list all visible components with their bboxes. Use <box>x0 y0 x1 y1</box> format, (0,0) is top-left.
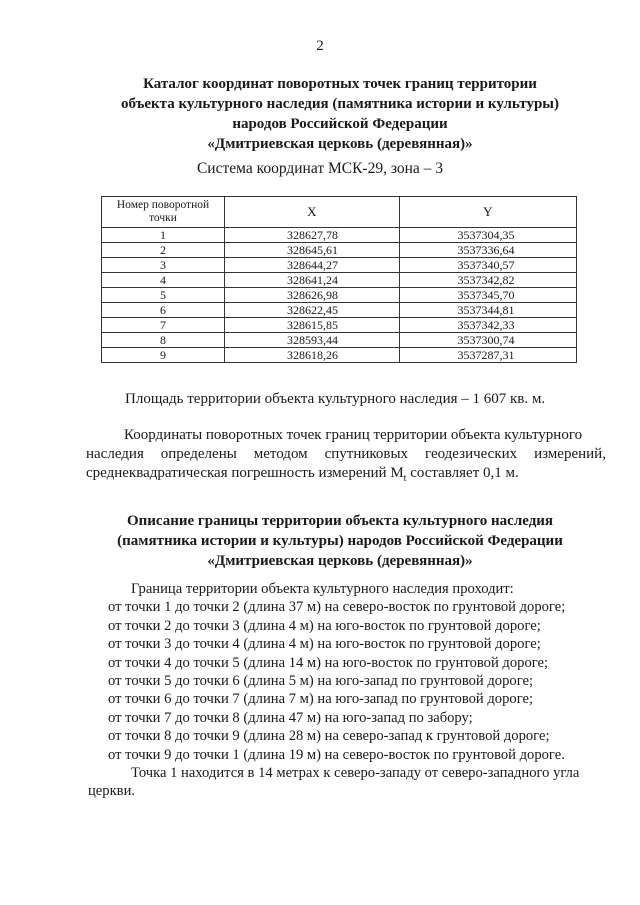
table-row <box>102 303 577 318</box>
catalog-title-line: Каталог координат поворотных точек границ территории <box>143 76 537 92</box>
cell-x: 328615,85 <box>225 318 400 333</box>
cell-x: 328641,24 <box>225 273 400 288</box>
boundary-segment: от точки 2 до точки 3 (длина 4 м) на юго-восток по грунтовой дороге; <box>108 617 541 634</box>
cell-point-number: 9 <box>102 348 225 363</box>
word: наследия <box>86 446 144 462</box>
catalog-title-line: народов Российской Федерации <box>232 116 448 132</box>
word: спутниковых <box>324 446 409 462</box>
table-row <box>102 228 577 243</box>
description-title-line: «Дмитриевская церковь (деревянная)» <box>207 553 473 569</box>
boundary-segment: от точки 1 до точки 2 (длина 37 м) на северо-восток по грунтовой дороге; <box>108 599 566 616</box>
cell-y: 3537287,31 <box>399 348 576 363</box>
cell-y: 3537340,57 <box>399 258 576 273</box>
table-row <box>102 333 577 348</box>
header-point-number: Номер поворотной точки <box>102 197 225 228</box>
cell-point-number: 8 <box>102 333 225 348</box>
cell-point-number: 5 <box>102 288 225 303</box>
catalog-title-line: «Дмитриевская церковь (деревянная)» <box>207 136 473 152</box>
boundary-segment: от точки 7 до точки 8 (длина 47 м) на юго-запад по забору; <box>108 709 473 726</box>
cell-point-number: 7 <box>102 318 225 333</box>
description-title-line: (памятника истории и культуры) народов Российской Федерации <box>117 533 563 549</box>
word: определены <box>160 446 237 462</box>
cell-y: 3537342,82 <box>399 273 576 288</box>
cell-y: 3537345,70 <box>399 288 576 303</box>
closing-line: Точка 1 находится в 14 метрах к северо-западу от северо-западного угла <box>131 765 580 782</box>
cell-point-number: 1 <box>102 228 225 243</box>
catalog-title-line: объекта культурного наследия (памятника истории и культуры) <box>120 96 559 112</box>
cell-x: 328645,61 <box>225 243 400 258</box>
boundary-segment: от точки 3 до точки 4 (длина 4 м) на юго-восток по грунтовой дороге; <box>108 636 541 653</box>
error-text-suffix: составляет 0,1 м. <box>406 465 519 481</box>
word: измерений, <box>534 446 606 462</box>
cell-y: 3537300,74 <box>399 333 576 348</box>
table-row <box>102 288 577 303</box>
header-x: X <box>225 197 400 228</box>
cell-point-number: 3 <box>102 258 225 273</box>
table-row <box>102 243 577 258</box>
cell-y: 3537344,81 <box>399 303 576 318</box>
area-statement: Площадь территории объекта культурного наследия – 1 607 кв. м. <box>125 391 546 407</box>
boundary-segment: от точки 6 до точки 7 (длина 7 м) на юго-запад по грунтовой дороге; <box>108 691 534 708</box>
table-row <box>102 348 577 363</box>
closing-line: церкви. <box>88 783 136 800</box>
description-title-line: Описание границы территории объекта культурного наследия <box>126 513 554 529</box>
header-y: Y <box>399 197 576 228</box>
paragraph-line <box>86 464 606 488</box>
boundary-segment: от точки 8 до точки 9 (длина 28 м) на северо-запад к грунтовой дороге; <box>108 728 550 745</box>
cell-point-number: 6 <box>102 303 225 318</box>
boundary-segment: от точки 4 до точки 5 (длина 14 м) на юго-восток по грунтовой дороге; <box>108 654 549 671</box>
table-row <box>102 273 577 288</box>
word: методом <box>253 446 308 462</box>
coordinates-method-paragraph <box>86 426 606 488</box>
boundary-segment: от точки 9 до точки 1 (длина 19 м) на северо-восток по грунтовой дороге. <box>108 746 565 763</box>
cell-y: 3537336,64 <box>399 243 576 258</box>
page-number: 2 <box>316 38 324 54</box>
cell-x: 328626,98 <box>225 288 400 303</box>
word: геодезических <box>424 446 518 462</box>
cell-x: 328622,45 <box>225 303 400 318</box>
paragraph-line-justified <box>86 445 606 464</box>
boundary-segment: от точки 5 до точки 6 (длина 5 м) на юго-запад по грунтовой дороге; <box>108 673 534 690</box>
cell-y: 3537304,35 <box>399 228 576 243</box>
cell-y: 3537342,33 <box>399 318 576 333</box>
coordinate-system: Система координат МСК-29, зона – 3 <box>196 160 444 177</box>
cell-x: 328618,26 <box>225 348 400 363</box>
error-text-prefix: среднеквадратическая погрешность измерений M <box>86 465 404 481</box>
table-header-row <box>102 197 577 228</box>
description-intro: Граница территории объекта культурного наследия проходит: <box>131 581 514 597</box>
error-subscript: t <box>403 473 407 484</box>
cell-point-number: 4 <box>102 273 225 288</box>
catalog-title <box>80 74 600 154</box>
coordinates-table <box>101 196 577 363</box>
cell-x: 328627,78 <box>225 228 400 243</box>
table-row <box>102 318 577 333</box>
cell-point-number: 2 <box>102 243 225 258</box>
description-title <box>80 511 600 571</box>
boundary-description <box>88 580 608 801</box>
cell-x: 328593,44 <box>225 333 400 348</box>
table-row <box>102 258 577 273</box>
paragraph-line: Координаты поворотных точек границ территории объекта культурного <box>124 427 583 443</box>
cell-x: 328644,27 <box>225 258 400 273</box>
